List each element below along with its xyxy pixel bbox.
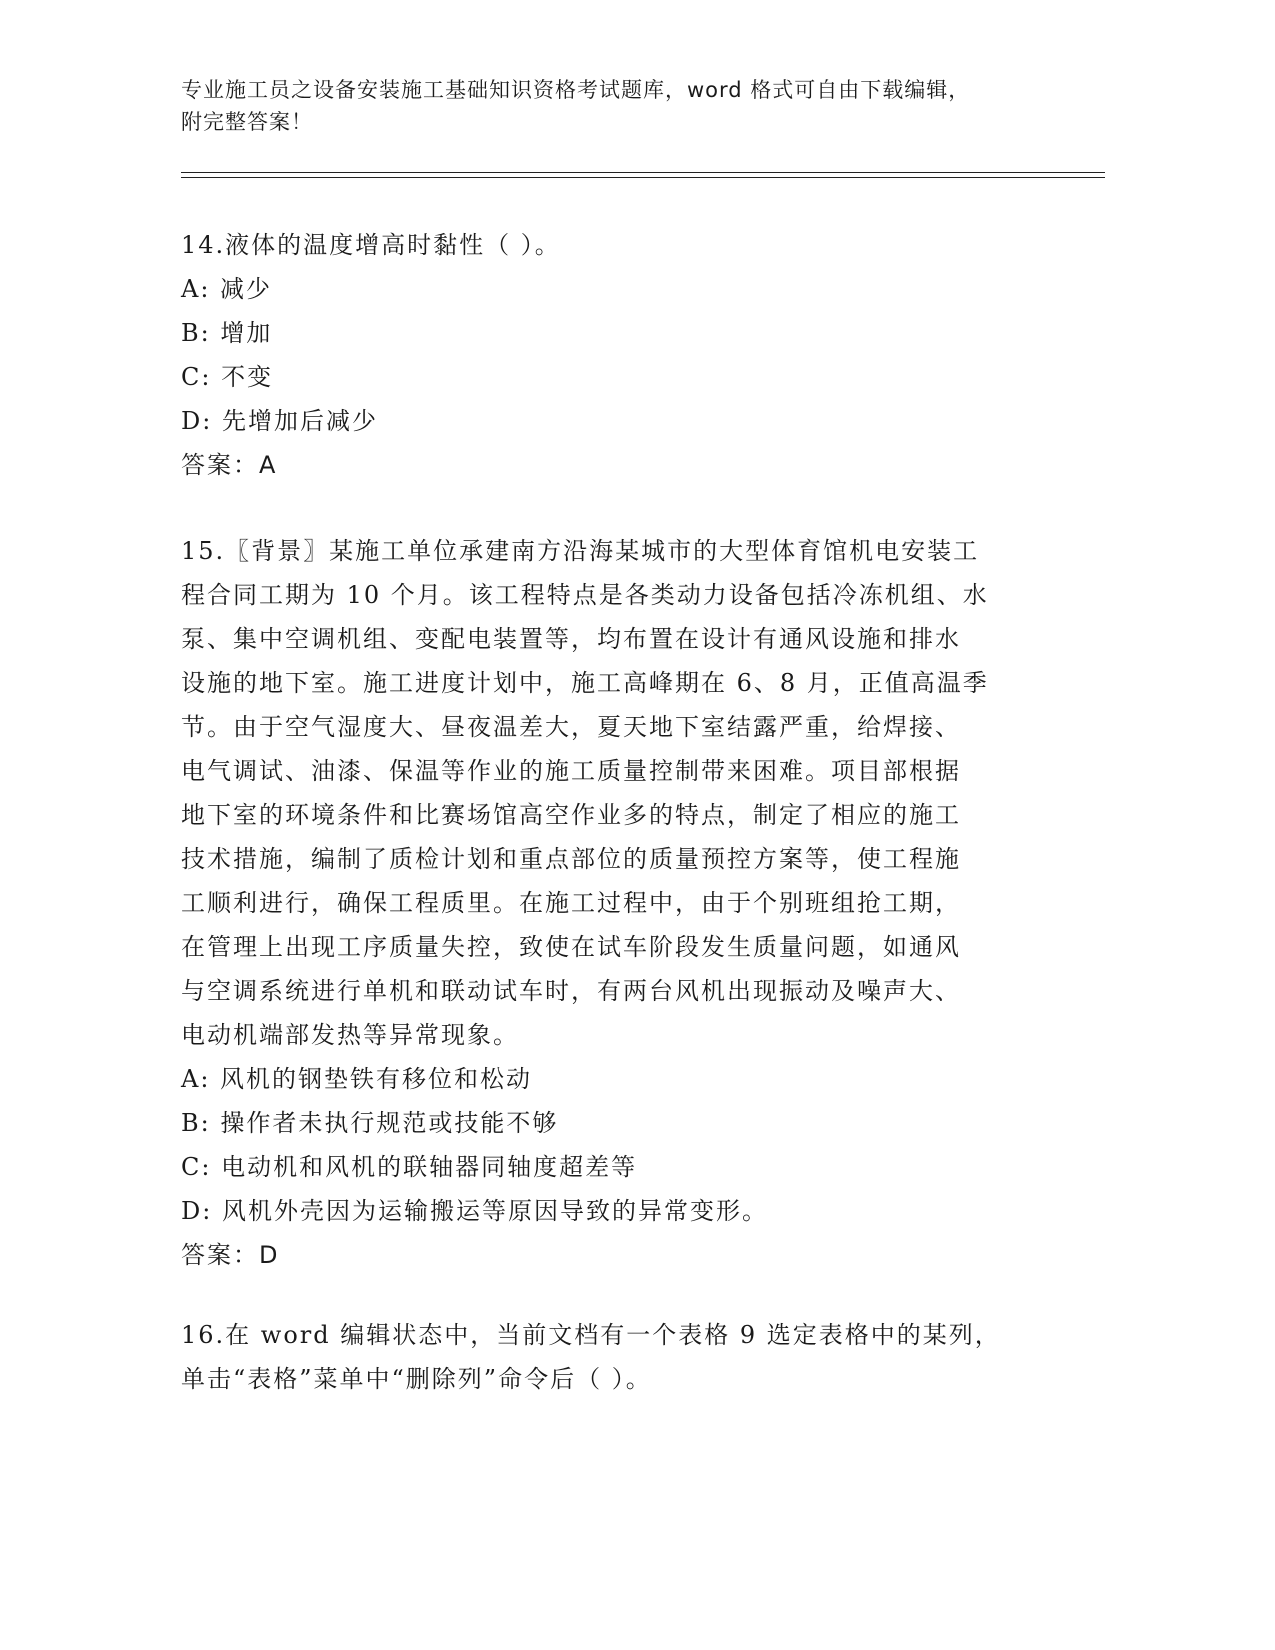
question-16 (181, 1313, 1031, 1401)
option-b: B: 增加 (181, 319, 273, 347)
question-stem-line: 地下室的环境条件和比赛场馆高空作业多的特点，制定了相应的施工 (181, 801, 961, 829)
question-stem-line: 电动机端部发热等异常现象。 (181, 1021, 519, 1049)
document-header (181, 74, 1061, 138)
question-stem-line: 电气调试、油漆、保温等作业的施工质量控制带来困难。项目部根据 (181, 757, 961, 785)
question-14 (181, 223, 1031, 487)
question-stem-line: 技术措施，编制了质检计划和重点部位的质量预控方案等，使工程施 (181, 845, 961, 873)
question-stem-line: 节。由于空气湿度大、昼夜温差大，夏天地下室结露严重，给焊接、 (181, 713, 961, 741)
question-stem-line: 工顺利进行，确保工程质里。在施工过程中，由于个别班组抢工期， (181, 889, 961, 917)
question-stem-line: 程合同工期为 10 个月。该工程特点是各类动力设备包括冷冻机组、水 (181, 581, 989, 609)
question-stem-line: 14.液体的温度增高时黏性（ ）。 (181, 231, 561, 259)
option-c: C: 电动机和风机的联轴器同轴度超差等 (181, 1153, 638, 1181)
header-divider-top (181, 172, 1105, 173)
header-line-1: 专业施工员之设备安装施工基础知识资格考试题库，word 格式可自由下载编辑， (181, 78, 971, 102)
question-stem-line: 16.在 word 编辑状态中，当前文档有一个表格 9 选定表格中的某列， (181, 1321, 1001, 1349)
question-stem-line: 与空调系统进行单机和联动试车时，有两台风机出现振动及噪声大、 (181, 977, 961, 1005)
question-stem-line: 在管理上出现工序质量失控，致使在试车阶段发生质量问题，如通风 (181, 933, 961, 961)
option-b: B: 操作者未执行规范或技能不够 (181, 1109, 559, 1137)
question-stem-line: 单击“表格”菜单中“删除列”命令后（ ）。 (181, 1365, 652, 1393)
question-stem-line: 泵、集中空调机组、变配电装置等，均布置在设计有通风设施和排水 (181, 625, 961, 653)
header-divider-bottom (181, 177, 1105, 178)
answer-line: 答案：A (181, 451, 278, 479)
question-stem-line: 设施的地下室。施工进度计划中，施工高峰期在 6、8 月，正值高温季 (181, 669, 989, 697)
header-line-2: 附完整答案！ (181, 110, 313, 134)
option-d: D: 风机外壳因为运输搬运等原因导致的异常变形。 (181, 1197, 768, 1225)
question-15 (181, 529, 1031, 1277)
option-c: C: 不变 (181, 363, 274, 391)
option-a: A: 减少 (181, 275, 273, 303)
question-stem-line: 15.〖背景〗某施工单位承建南方沿海某城市的大型体育馆机电安装工 (181, 537, 980, 565)
option-d: D: 先增加后减少 (181, 407, 378, 435)
option-a: A: 风机的钢垫铁有移位和松动 (181, 1065, 533, 1093)
answer-line: 答案：D (181, 1241, 280, 1269)
